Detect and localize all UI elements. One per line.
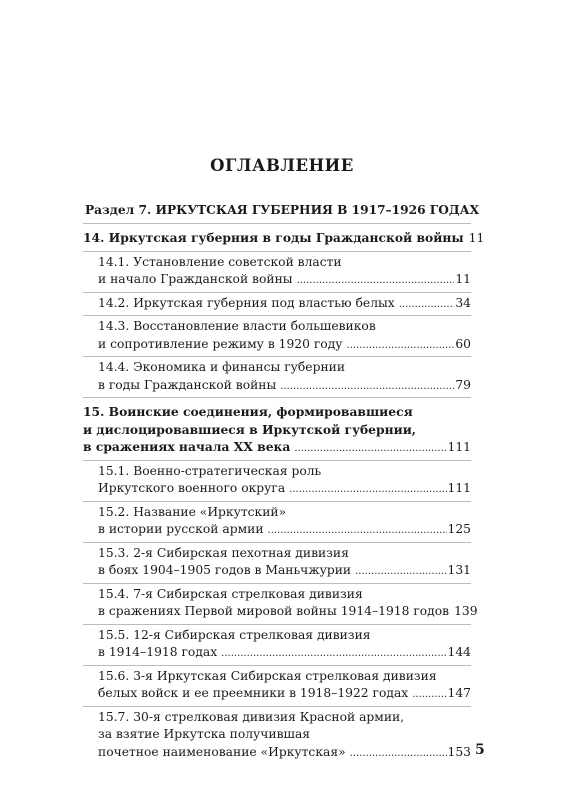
dot-leader	[297, 272, 455, 290]
entry-title-line: 15.2. Название «Иркутский»	[98, 504, 287, 519]
toc-title: ОГЛАВЛЕНИЕ	[210, 156, 354, 175]
entry-title-line: в годы Гражданской войны	[98, 377, 277, 392]
entry-title-line: в боях 1904–1905 годов в Маньчжурии	[98, 563, 352, 577]
entry-title-line: 15.4. 7-я Сибирская стрелковая дивизия	[98, 586, 363, 601]
entry-title-line: за взятие Иркутска получившая	[98, 727, 311, 741]
entry-title-line: 15.5. 12-я Сибирская стрелковая дивизия	[98, 627, 371, 642]
chapter-title-line: 14. Иркутская губерния в годы Гражданской войны	[83, 230, 464, 245]
entry-title-line: 15.7. 30-я стрелковая дивизия Красной армии,	[98, 709, 405, 724]
dot-leader	[280, 378, 454, 396]
entry-title-line: 14.1. Установление советской власти	[98, 254, 342, 269]
toc-entry-15-7[interactable]	[83, 706, 471, 765]
entry-title-line: 14.4. Экономика и финансы губернии	[98, 360, 346, 374]
toc-chapter-15[interactable]	[83, 397, 471, 460]
dot-leader	[412, 686, 446, 704]
chapter-title-line: в сражениях начала XX века	[83, 439, 291, 454]
page-ref: 144	[447, 645, 471, 659]
dot-leader	[221, 645, 446, 663]
toc-entry-15-4[interactable]	[83, 583, 478, 624]
page-ref: 125	[447, 522, 471, 536]
page-ref: 131	[447, 563, 471, 577]
page-ref: 11	[468, 231, 485, 245]
entry-title-line: почетное наименование «Иркутская»	[98, 744, 346, 759]
toc-chapter-14[interactable]	[83, 223, 485, 251]
toc-entry-14-4[interactable]	[83, 356, 471, 397]
entry-title-line: в 1914–1918 годах	[98, 645, 218, 659]
toc-entry-15-2[interactable]	[83, 501, 471, 542]
dot-leader	[399, 296, 455, 314]
page-ref: 11	[455, 272, 471, 286]
page-ref: 111	[447, 440, 471, 454]
entry-title-line: в сражениях Первой мировой войны 1914–1918 годов	[98, 604, 450, 618]
page-ref: 60	[455, 336, 471, 351]
table-of-contents	[83, 223, 485, 764]
dot-leader	[350, 745, 447, 763]
page-ref: 147	[447, 686, 471, 700]
toc-entry-15-5[interactable]	[83, 624, 471, 665]
dot-leader	[347, 337, 455, 355]
dot-leader	[355, 563, 446, 581]
entry-title-line: белых войск и ее преемники в 1918–1922 годах	[98, 686, 409, 700]
entry-title-line: в истории русской армии	[98, 522, 264, 536]
dot-leader	[268, 522, 447, 540]
chapter-title-line: и дислоцировавшиеся в Иркутской губернии,	[83, 421, 417, 437]
toc-entry-14-3[interactable]	[83, 315, 471, 356]
section-heading: Раздел 7. ИРКУТСКАЯ ГУБЕРНИЯ В 1917–1926 ГОДАХ	[84, 203, 480, 217]
page-ref: 34	[455, 295, 471, 310]
entry-title-line: 14.3. Восстановление власти большевиков	[98, 319, 376, 333]
dot-leader	[289, 481, 446, 499]
toc-entry-14-1[interactable]	[83, 251, 471, 292]
dot-leader	[294, 440, 446, 458]
toc-entry-15-6[interactable]	[83, 665, 471, 706]
entry-title-line: 15.3. 2-я Сибирская пехотная дивизия	[98, 545, 349, 560]
entry-title-line: 15.6. 3-я Иркутская Сибирская стрелковая дивизия	[98, 668, 437, 683]
entry-title-line: 14.2. Иркутская губерния под властью белых	[98, 295, 395, 310]
entry-title-line: 15.1. Военно-стратегическая роль	[98, 463, 322, 478]
entry-title-line: Иркутского военного округа	[98, 481, 286, 495]
toc-entry-15-1[interactable]	[83, 460, 471, 501]
page-ref: 153	[447, 744, 471, 759]
page-ref: 139	[454, 604, 478, 618]
entry-title-line: и сопротивление режиму в 1920 году	[98, 336, 343, 351]
toc-entry-14-2[interactable]	[83, 292, 471, 316]
page-ref: 79	[455, 377, 471, 392]
entry-title-line: и начало Гражданской войны	[98, 272, 293, 286]
chapter-title-line: 15. Воинские соединения, формировавшиеся	[83, 404, 413, 419]
page-number: 5	[475, 742, 485, 758]
toc-entry-15-3[interactable]	[83, 542, 471, 583]
page-ref: 111	[447, 481, 471, 495]
